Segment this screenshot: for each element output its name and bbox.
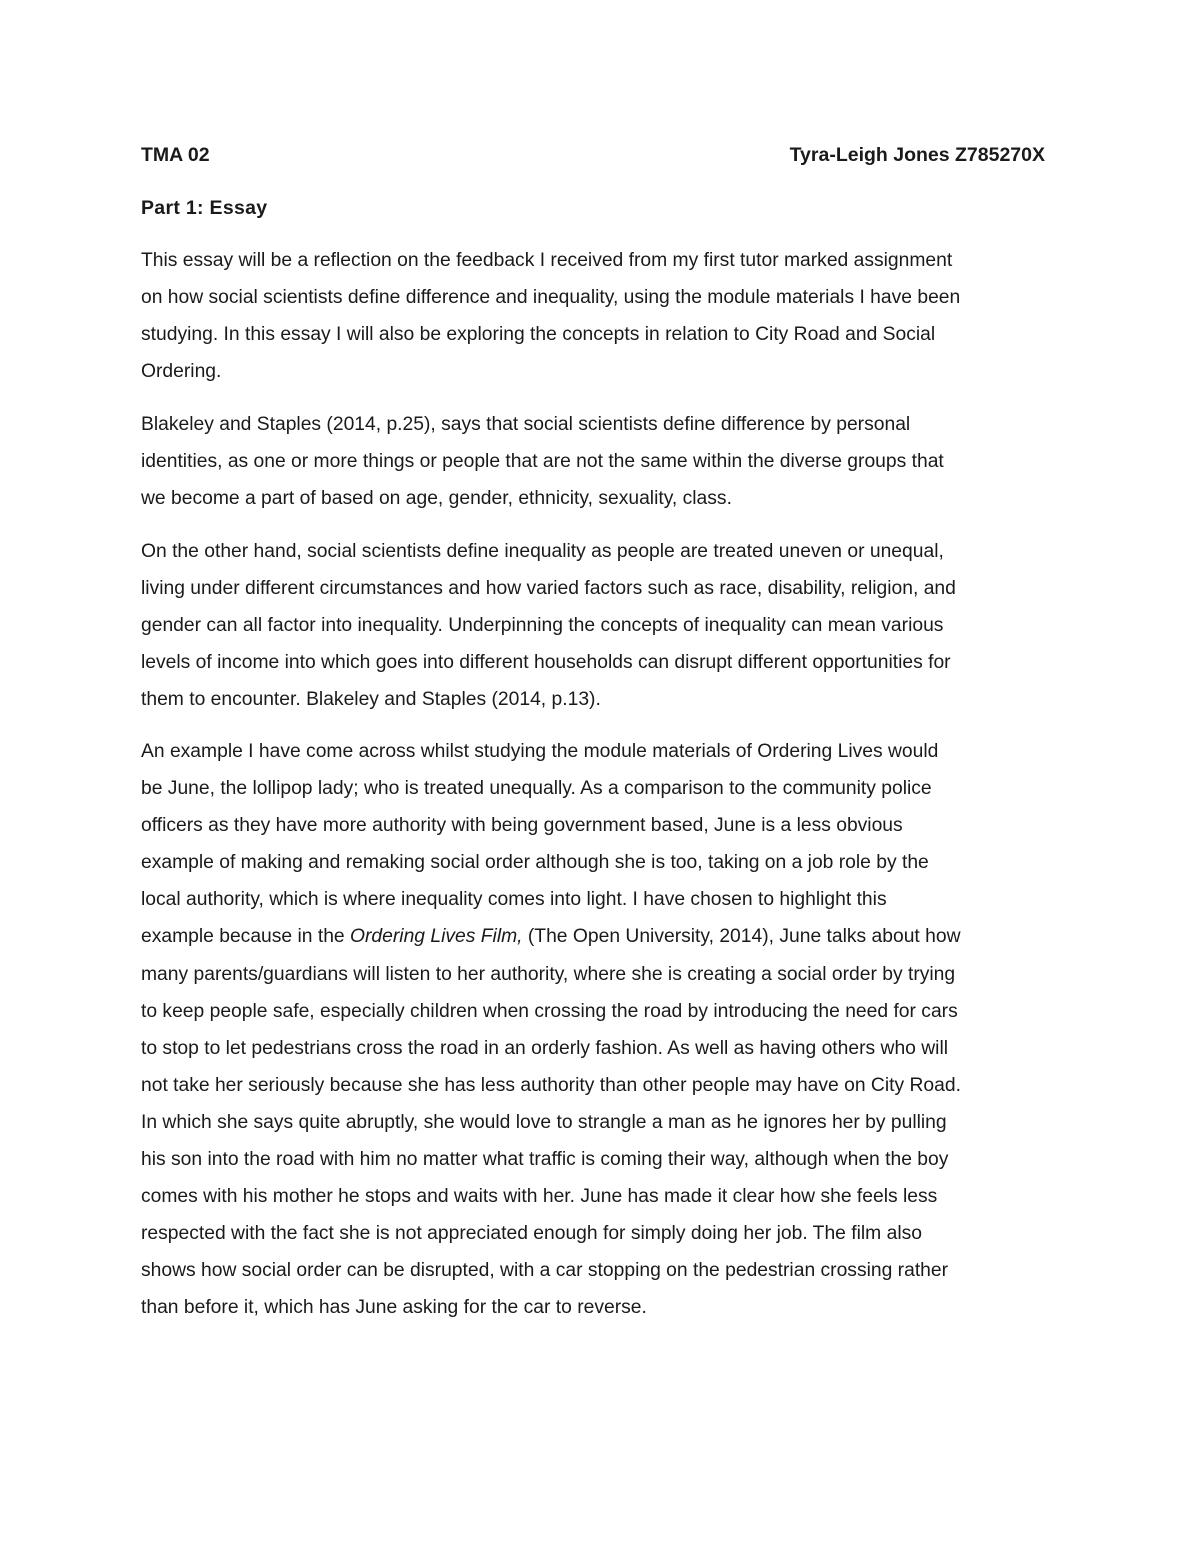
paragraph-line: local authority, which is where inequality comes into light. I have chosen to highlight this bbox=[141, 889, 887, 911]
paragraph-line: On the other hand, social scientists define inequality as people are treated uneven or unequal, bbox=[141, 541, 944, 562]
paragraph-line-with-title bbox=[141, 918, 1071, 955]
paragraph-line: Blakeley and Staples (2014, p.25), says that social scientists define difference by personal bbox=[141, 414, 911, 435]
paragraph-line: not take her seriously because she has less authority than other people may have on City Road. bbox=[141, 1074, 961, 1096]
paragraph-line: Ordering. bbox=[141, 361, 222, 383]
paragraph-line: comes with his mother he stops and waits with her. June has made it clear how she feels less bbox=[141, 1186, 938, 1208]
paragraph-line: This essay will be a reflection on the feedback I received from my first tutor marked assignment bbox=[141, 250, 953, 271]
paragraph-line: gender can all factor into inequality. Underpinning the concepts of inequality can mean various bbox=[141, 615, 944, 637]
paragraph-line: living under different circumstances and how varied factors such as race, disability, religion, and bbox=[141, 578, 956, 600]
paragraph-2 bbox=[141, 406, 1071, 517]
paragraph-line: many parents/guardians will listen to her authority, where she is creating a social order by trying bbox=[141, 963, 956, 985]
line-text: (The Open University, 2014), June talks about how bbox=[522, 926, 961, 948]
paragraph-line: his son into the road with him no matter what traffic is coming their way, although when the boy bbox=[141, 1149, 949, 1171]
paragraph-4 bbox=[141, 733, 1071, 1327]
document-header bbox=[141, 142, 1045, 168]
line-text: example because in the bbox=[141, 926, 351, 948]
paragraph-line: An example I have come across whilst studying the module materials of Ordering Lives would bbox=[141, 741, 939, 762]
paragraph-line: on how social scientists define difference and inequality, using the module materials I have been bbox=[141, 287, 961, 309]
paragraph-line: to keep people safe, especially children when crossing the road by introducing the need for cars bbox=[141, 1000, 958, 1022]
paragraph-line: officers as they have more authority with being government based, June is a less obvious bbox=[141, 815, 903, 837]
paragraph-line: levels of income into which goes into different households can disrupt different opportunities for bbox=[141, 652, 951, 674]
paragraph-line: them to encounter. Blakeley and Staples (2014, p.13). bbox=[141, 689, 601, 711]
paragraph-line: shows how social order can be disrupted, with a car stopping on the pedestrian crossing rather bbox=[141, 1260, 949, 1282]
section-title: Part 1: Essay bbox=[141, 197, 268, 219]
assignment-code: TMA 02 bbox=[141, 144, 210, 166]
paragraph-3 bbox=[141, 533, 1071, 718]
paragraph-line: example of making and remaking social order although she is too, taking on a job role by the bbox=[141, 852, 929, 874]
student-name-id: Tyra-Leigh Jones Z785270X bbox=[789, 144, 1045, 166]
paragraph-line: to stop to let pedestrians cross the road in an orderly fashion. As well as having others who will bbox=[141, 1037, 949, 1059]
paragraph-line: In which she says quite abruptly, she would love to strangle a man as he ignores her by pulling bbox=[141, 1111, 947, 1133]
paragraph-1 bbox=[141, 242, 1071, 390]
paragraph-line: respected with the fact she is not appreciated enough for simply doing her job. The film also bbox=[141, 1223, 922, 1245]
film-title: Ordering Lives Film, bbox=[350, 926, 523, 948]
paragraph-line: be June, the lollipop lady; who is treated unequally. As a comparison to the community police bbox=[141, 778, 932, 800]
paragraph-line: studying. In this essay I will also be exploring the concepts in relation to City Road and Social bbox=[141, 324, 936, 346]
paragraph-line: we become a part of based on age, gender, ethnicity, sexuality, class. bbox=[141, 488, 732, 510]
paragraph-line: identities, as one or more things or people that are not the same within the diverse groups that bbox=[141, 451, 944, 473]
paragraph-line: than before it, which has June asking for the car to reverse. bbox=[141, 1297, 647, 1319]
